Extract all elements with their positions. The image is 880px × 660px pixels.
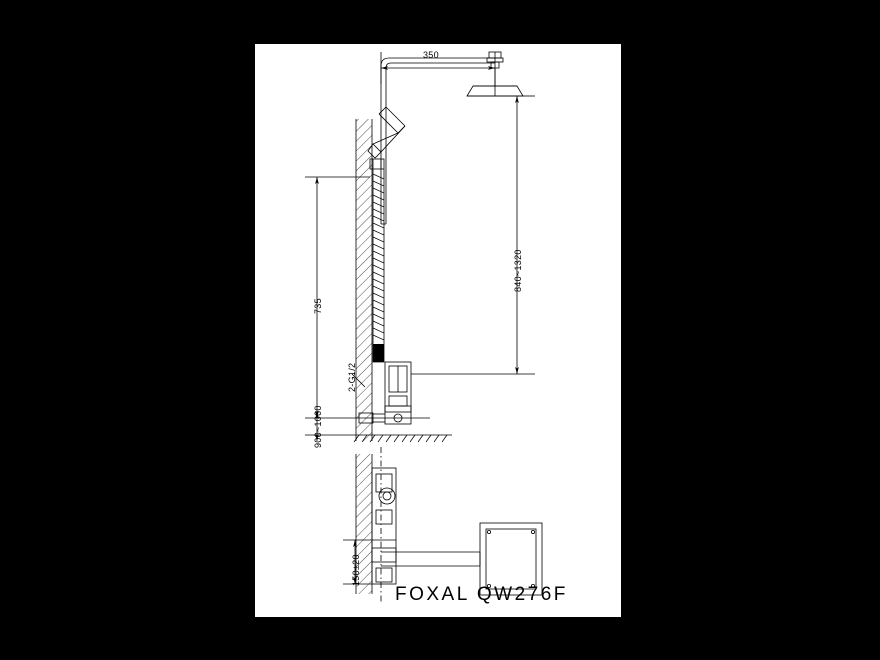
product-model-label: FOXAL QW276F <box>395 584 568 605</box>
drawing-sheet <box>255 44 621 617</box>
mixer-plan-body <box>372 468 396 584</box>
dim-label-150-20: 150±20 <box>351 554 361 586</box>
shower-riser-arm <box>381 58 495 224</box>
dim-840-1320 <box>411 96 535 374</box>
hand-shower <box>368 107 405 158</box>
dim-label-900-1000: 900~1000 <box>313 405 323 448</box>
dim-label-350: 350 <box>423 50 439 60</box>
dim-label-2-g12: 2-G1/2 <box>347 362 357 392</box>
technical-drawing <box>255 44 621 617</box>
dim-label-840-1320: 840~1320 <box>513 249 523 292</box>
dim-label-735: 735 <box>313 298 323 314</box>
flexible-hose <box>373 169 384 362</box>
